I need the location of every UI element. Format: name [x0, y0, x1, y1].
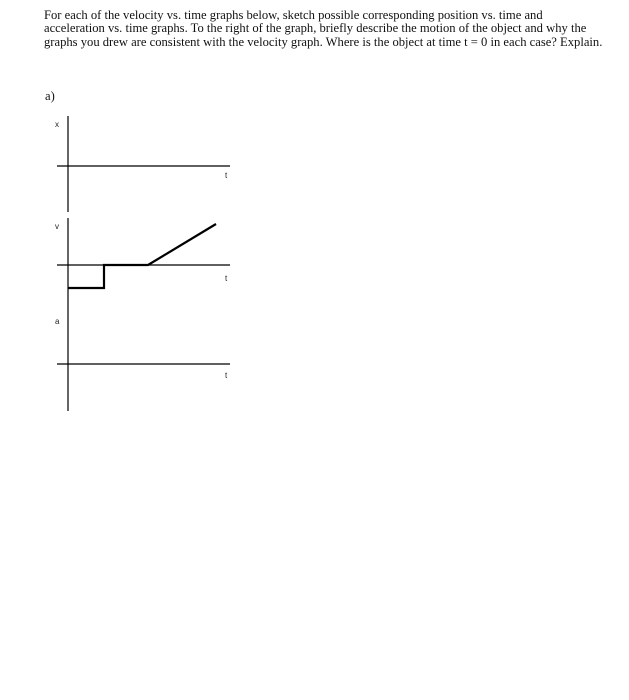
part-label: a) [45, 89, 55, 103]
question-prompt: For each of the velocity vs. time graphs below, sketch possible corresponding position vs. time and acceleration vs. time graphs. To the right of the graph, briefly describe the motion of the object and why the graphs you drew are consistent with the velocity graph. Where is the object at time t = 0 in each case? Explain. [44, 8, 603, 49]
position-graph [55, 116, 230, 212]
velocity-graph [55, 218, 230, 313]
velocity-curve [68, 224, 216, 288]
position-x-label: t [225, 171, 228, 180]
acceleration-y-label: a [55, 317, 60, 326]
position-y-label: x [55, 120, 59, 129]
velocity-x-label: t [225, 274, 228, 283]
velocity-y-label: v [55, 222, 59, 231]
acceleration-graph [55, 313, 230, 411]
acceleration-x-label: t [225, 371, 228, 380]
